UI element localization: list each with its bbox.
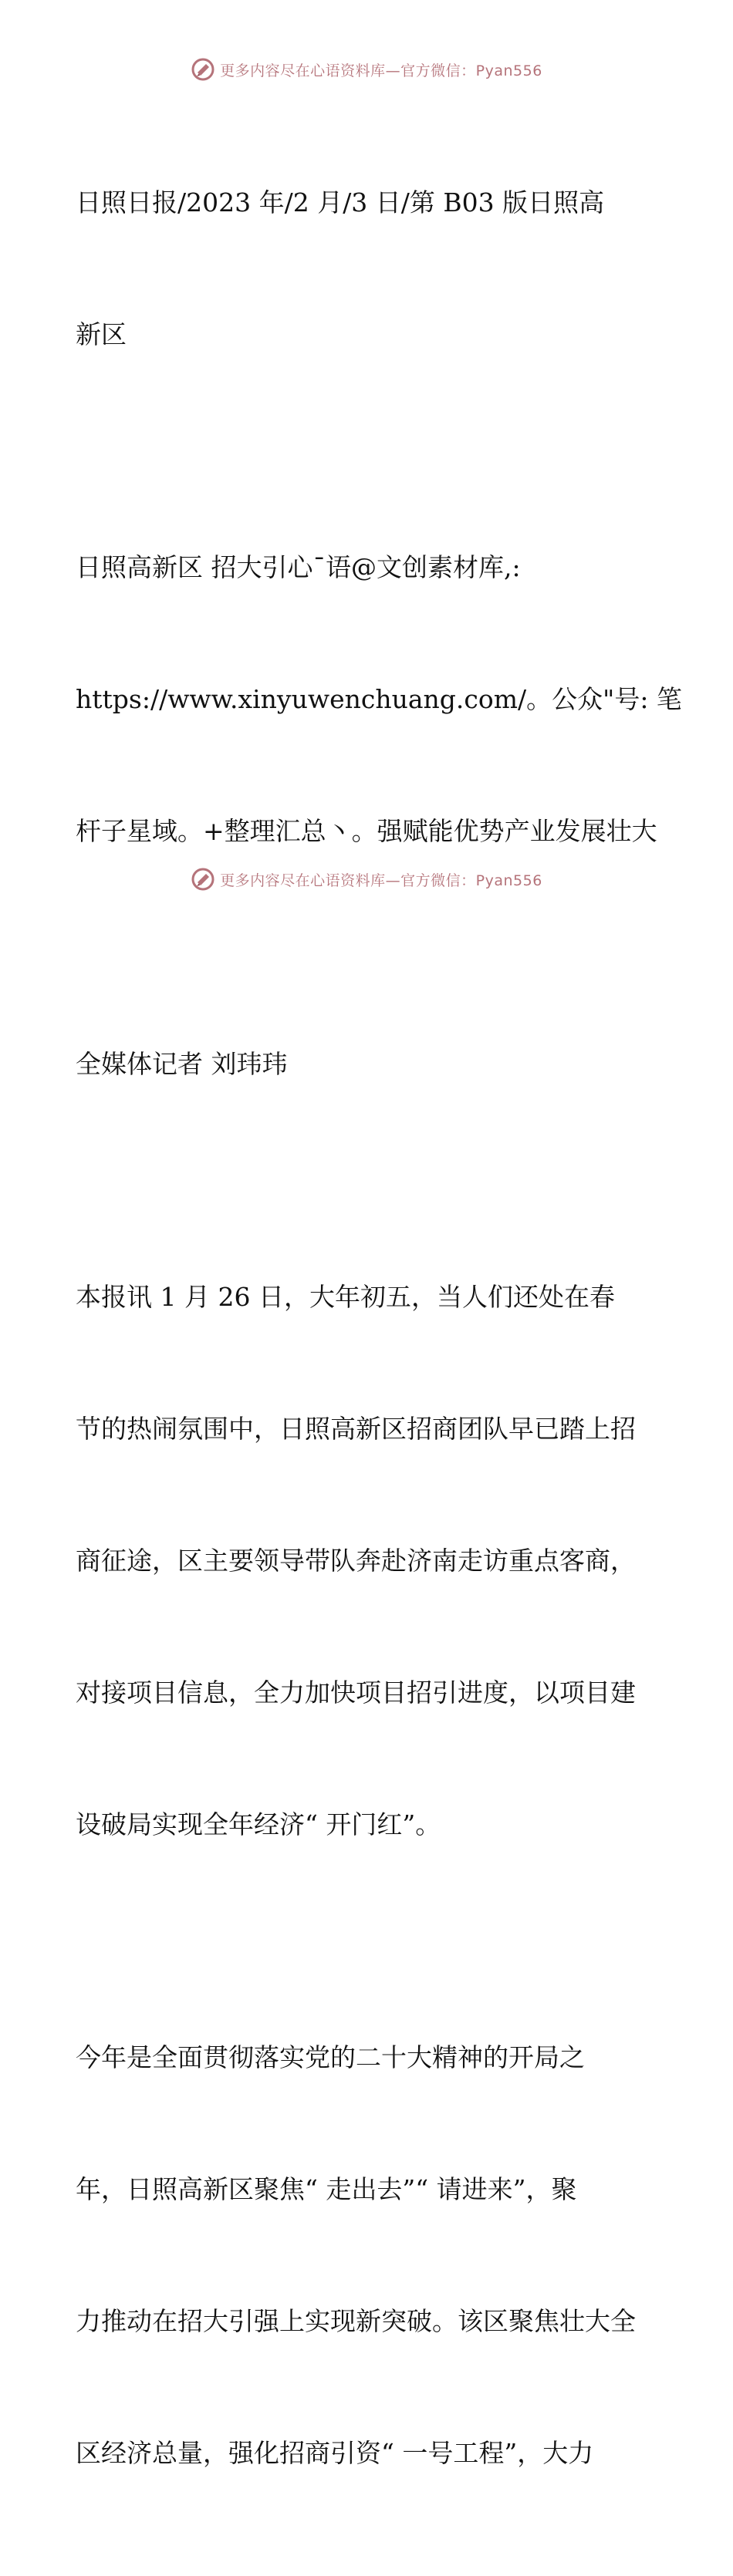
text-line: 日照高新区 招大引心¯语@文创素材库,: (76, 552, 521, 582)
paragraph-2 (76, 1947, 662, 2563)
byline (76, 954, 662, 1174)
text-line: 设破局实现全年经济“ 开门红”。 (76, 1809, 441, 1839)
text-line: 年，日照高新区聚焦“ 走出去”“ 请进来”，聚 (76, 2174, 577, 2204)
text-line: 日照日报/2023 年/2 月/3 日/第 B03 版日照高 (76, 187, 605, 217)
text-line: 力推动在招大引强上实现新突破。该区聚焦壮大全 (76, 2306, 636, 2336)
text-line: 全媒体记者 刘玮玮 (76, 1049, 288, 1079)
watermark-footer (0, 864, 733, 895)
text-line: 对接项目信息，全力加快项目招引进度，以项目建 (76, 1677, 636, 1708)
watermark-logo-icon (191, 57, 215, 82)
watermark-text: 更多内容尽在心语资料库—官方微信：Pyan556 (220, 62, 542, 79)
text-line: 节的热闹氛围中，日照高新区招商团队早已踏上招 (76, 1414, 636, 1444)
text-line: https://www.xinyuwenchuang.com/。公众"号: 笔 (76, 684, 682, 714)
watermark-text: 更多内容尽在心语资料库—官方微信：Pyan556 (220, 872, 542, 889)
source-line (76, 93, 662, 444)
paragraph-1 (76, 1187, 662, 1934)
text-line: 本报讯 1 月 26 日，大年初五，当人们还处在春 (76, 1282, 615, 1312)
text-line: 新区 (76, 319, 127, 349)
text-line: 区经济总量，强化招商引资“ 一号工程”，大力 (76, 2438, 594, 2468)
text-line: 商征途，区主要领导带队奔赴济南走访重点客商， (76, 1546, 636, 1576)
article-body (76, 93, 682, 2576)
text-line: 杆子星域。+整理汇总丶。强赋能优势产业发展壮大 (76, 816, 657, 846)
text-line: 今年是全面贯彻落实党的二十大精神的开局之 (76, 2042, 585, 2072)
watermark-header (0, 54, 733, 85)
watermark-logo-icon (191, 867, 215, 892)
